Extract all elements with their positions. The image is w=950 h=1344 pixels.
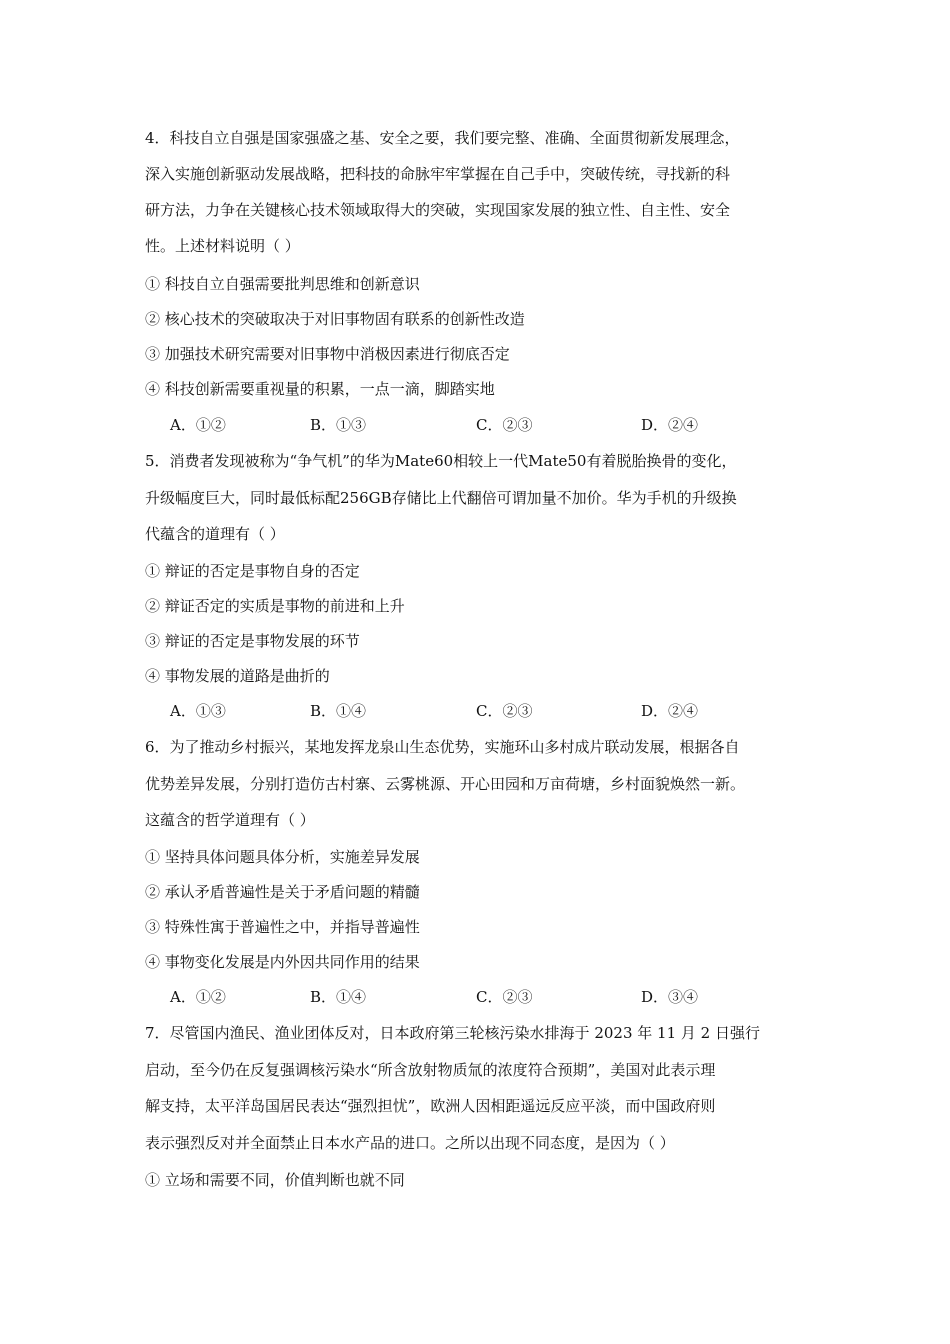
option-d[interactable]: D．③④ [641, 988, 699, 1006]
question-stem-line: 5．消费者发现被称为“争气机”的华为Mate60相较上一代Mate50有着脱胎换骨的变化， [145, 452, 737, 470]
question-stem-line: 4．科技自立自强是国家强盛之基、安全之要，我们要完整、准确、全面贯彻新发展理念， [145, 129, 740, 147]
statement-item: ③ 特殊性寓于普遍性之中，并指导普遍性 [145, 918, 420, 936]
option-a[interactable]: A．①③ [170, 702, 226, 720]
option-d[interactable]: D．②④ [641, 702, 699, 720]
question-stem-line: 优势差异发展，分别打造仿古村寨、云雾桃源、开心田园和万亩荷塘，乡村面貌焕然一新。 [145, 775, 746, 793]
question-stem-line: 代蕴含的道理有（ ） [145, 525, 285, 543]
option-c[interactable]: C．②③ [476, 416, 533, 434]
answer-options [0, 987, 950, 1007]
statement-item: ④ 科技创新需要重视量的积累，一点一滴，脚踏实地 [145, 380, 495, 398]
statement-item: ③ 加强技术研究需要对旧事物中消极因素进行彻底否定 [145, 345, 510, 363]
option-c[interactable]: C．②③ [476, 702, 533, 720]
statement-item: ④ 事物发展的道路是曲折的 [145, 667, 330, 685]
question-stem-line: 升级幅度巨大，同时最低标配256GB存储比上代翻倍可谓加量不加价。华为手机的升级换 [145, 489, 737, 507]
question-stem-line: 这蕴含的哲学道理有（ ） [145, 811, 315, 829]
question-stem-line: 深入实施创新驱动发展战略，把科技的命脉牢牢掌握在自己手中，突破传统，寻找新的科 [145, 165, 731, 183]
question-stem-line: 研方法，力争在关键核心技术领域取得大的突破，实现国家发展的独立性、自主性、安全 [145, 201, 731, 219]
answer-options [0, 701, 950, 721]
statement-item: ② 辩证否定的实质是事物的前进和上升 [145, 597, 405, 615]
option-b[interactable]: B．①③ [310, 416, 367, 434]
option-b[interactable]: B．①④ [310, 988, 367, 1006]
statement-item: ② 核心技术的突破取决于对旧事物固有联系的创新性改造 [145, 310, 525, 328]
option-a[interactable]: A．①② [170, 416, 226, 434]
statement-item: ① 坚持具体问题具体分析，实施差异发展 [145, 848, 420, 866]
statement-item: ① 科技自立自强需要批判思维和创新意识 [145, 275, 420, 293]
question-stem-line: 表示强烈反对并全面禁止日本水产品的进口。之所以出现不同态度，是因为（ ） [145, 1134, 675, 1152]
statement-item: ② 承认矛盾普遍性是关于矛盾问题的精髓 [145, 883, 420, 901]
statement-item: ① 立场和需要不同，价值判断也就不同 [145, 1171, 405, 1189]
option-d[interactable]: D．②④ [641, 416, 699, 434]
option-b[interactable]: B．①④ [310, 702, 367, 720]
option-a[interactable]: A．①② [170, 988, 226, 1006]
question-stem-line: 启动，至今仍在反复强调核污染水“所含放射物质氚的浓度符合预期”，美国对此表示理 [145, 1061, 716, 1079]
statement-item: ④ 事物变化发展是内外因共同作用的结果 [145, 953, 420, 971]
answer-options [0, 415, 950, 435]
question-stem-line: 6．为了推动乡村振兴，某地发挥龙泉山生态优势，实施环山多村成片联动发展，根据各自 [145, 738, 740, 756]
statement-item: ① 辩证的否定是事物自身的否定 [145, 562, 360, 580]
statement-item: ③ 辩证的否定是事物发展的环节 [145, 632, 360, 650]
option-c[interactable]: C．②③ [476, 988, 533, 1006]
question-stem-line: 解支持，太平洋岛国居民表达“强烈担忧”，欧洲人因相距遥远反应平淡，而中国政府则 [145, 1097, 716, 1115]
question-stem-line: 性。上述材料说明（ ） [145, 237, 300, 255]
question-stem-line: 7．尽管国内渔民、渔业团体反对，日本政府第三轮核污染水排海于 2023 年 11 月 2 日强行 [145, 1024, 760, 1042]
